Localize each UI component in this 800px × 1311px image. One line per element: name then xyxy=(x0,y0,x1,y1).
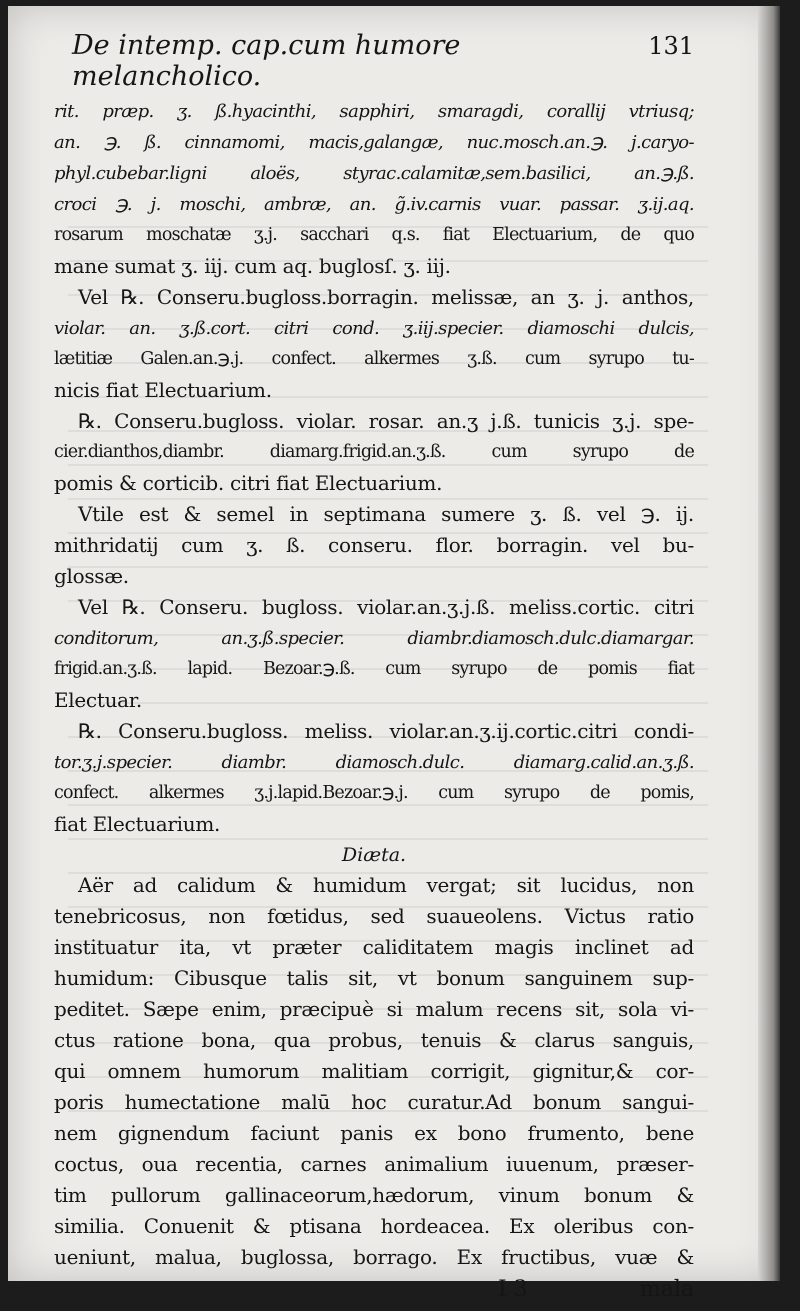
text-line: cier.dianthos,diambr. diamarg.frigid.an.ʒ.ß. cum syrupo de xyxy=(54,442,694,462)
book-page xyxy=(8,6,780,1302)
text-line: rosarum moschatæ ʒ.j. sacchari q.s. fiat Electuarium, de quo xyxy=(54,225,694,245)
running-title: De intemp. cap.cum humore melancholico. xyxy=(72,30,461,92)
text-line: tor.ʒ.j.specier. diambr. diamosch.dulc. diamarg.calid.an.ʒ.ß. xyxy=(54,752,694,773)
text-line: conditorum, an.ʒ.ß.specier. diambr.diamosch.dulc.diamargar. xyxy=(54,628,694,649)
text-line: ctus ratione bona, qua probus, tenuis & clarus sanguis, xyxy=(54,1028,694,1052)
text-line: croci ℈. j. moschi, ambræ, an. g̃.iv.carnis vuar. passar. ʒ.ij.aq. xyxy=(54,194,694,215)
text-line: glossæ. xyxy=(54,564,129,588)
recipe-section xyxy=(54,96,694,840)
text-line: nem gignendum faciunt panis ex bono frumento, bene xyxy=(54,1121,694,1145)
text-line: ℞. Conseru.bugloss. meliss. violar.an.ʒ.ij.cortic.citri condi- xyxy=(78,719,694,743)
text-line: Vel ℞. Conseru. bugloss. violar.an.ʒ.j.ß. meliss.cortic. citri xyxy=(78,595,694,619)
book-spine-shadow xyxy=(758,6,780,1281)
text-line: lætitiæ Galen.an.℈.j. confect. alkermes ʒ.ß. cum syrupo tu- xyxy=(54,349,694,369)
text-line: nicis fiat Electuarium. xyxy=(54,378,272,402)
text-line: Aër ad calidum & humidum vergat; sit lucidus, non xyxy=(78,873,694,897)
text-line: an. ℈. ß. cinnamomi, macis,galangæ, nuc.mosch.an.℈. j.caryo- xyxy=(54,132,694,153)
text-line: pomis & corticib. citri fiat Electuarium. xyxy=(54,471,443,495)
text-line: Electuar. xyxy=(54,688,142,712)
text-line: qui omnem humorum malitiam corrigit, gignitur,& cor- xyxy=(54,1059,694,1083)
section-heading: Diæta. xyxy=(341,844,407,866)
text-line: mane sumat ʒ. iij. cum aq. buglosſ. ʒ. iij. xyxy=(54,254,451,278)
text-line: coctus, oua recentia, carnes animalium iuuenum, præser- xyxy=(54,1152,694,1176)
page-footer xyxy=(54,1277,694,1311)
text-line: tim pullorum gallinaceorum,hædorum, vinum bonum & xyxy=(54,1183,694,1207)
text-line: fiat Electuarium. xyxy=(54,812,221,836)
catchword: mala xyxy=(639,1277,694,1302)
text-line: confect. alkermes ʒ.j.lapid.Bezoar.℈.j. cum syrupo de pomis, xyxy=(54,783,694,803)
text-line: Vtile est & semel in septimana sumere ʒ. ß. vel ℈. ij. xyxy=(78,502,694,526)
text-line: poris humectatione malū hoc curatur.Ad bonum sangui- xyxy=(54,1090,694,1114)
text-line: violar. an. ʒ.ß.cort. citri cond. ʒ.iij.specier. diamoschi dulcis, xyxy=(54,318,694,339)
text-line: frigid.an.ʒ.ß. lapid. Bezoar.℈.ß. cum syrupo de pomis fiat xyxy=(54,659,694,679)
text-line: humidum: Cibusque talis sit, vt bonum sanguinem sup- xyxy=(54,966,694,990)
text-line: peditet. Sæpe enim, præcipuè si malum recens sit, sola vi- xyxy=(54,997,694,1021)
text-line: phyl.cubebar.ligni aloës, styrac.calamitæ,sem.basilici, an.℈.ß. xyxy=(54,163,694,184)
dieta-section xyxy=(54,870,694,1273)
page-number: 131 xyxy=(648,32,694,60)
page-header xyxy=(72,30,694,92)
signature-mark: I 3 xyxy=(498,1277,528,1302)
text-line: tenebricosus, non fœtidus, sed suaueolens. Victus ratio xyxy=(54,904,694,928)
text-line: Vel ℞. Conseru.bugloss.borragin. melissæ, an ʒ. j. anthos, xyxy=(78,285,694,309)
text-line: mithridatij cum ʒ. ß. conseru. flor. borragin. vel bu- xyxy=(54,533,694,557)
page-text-block xyxy=(54,30,694,1311)
text-line: ℞. Conseru.bugloss. violar. rosar. an.ʒ j.ß. tunicis ʒ.j. spe- xyxy=(78,409,694,433)
text-line: instituatur ita, vt præter caliditatem magis inclinet ad xyxy=(54,935,694,959)
text-line: ueniunt, malua, buglossa, borrago. Ex fructibus, vuæ & xyxy=(54,1245,694,1269)
text-line: rit. præp. ʒ. ß.hyacinthi, sapphiri, smaragdi, corallij vtriusq; xyxy=(54,101,694,122)
text-line: similia. Conuenit & ptisana hordeacea. Ex oleribus con- xyxy=(54,1214,694,1238)
